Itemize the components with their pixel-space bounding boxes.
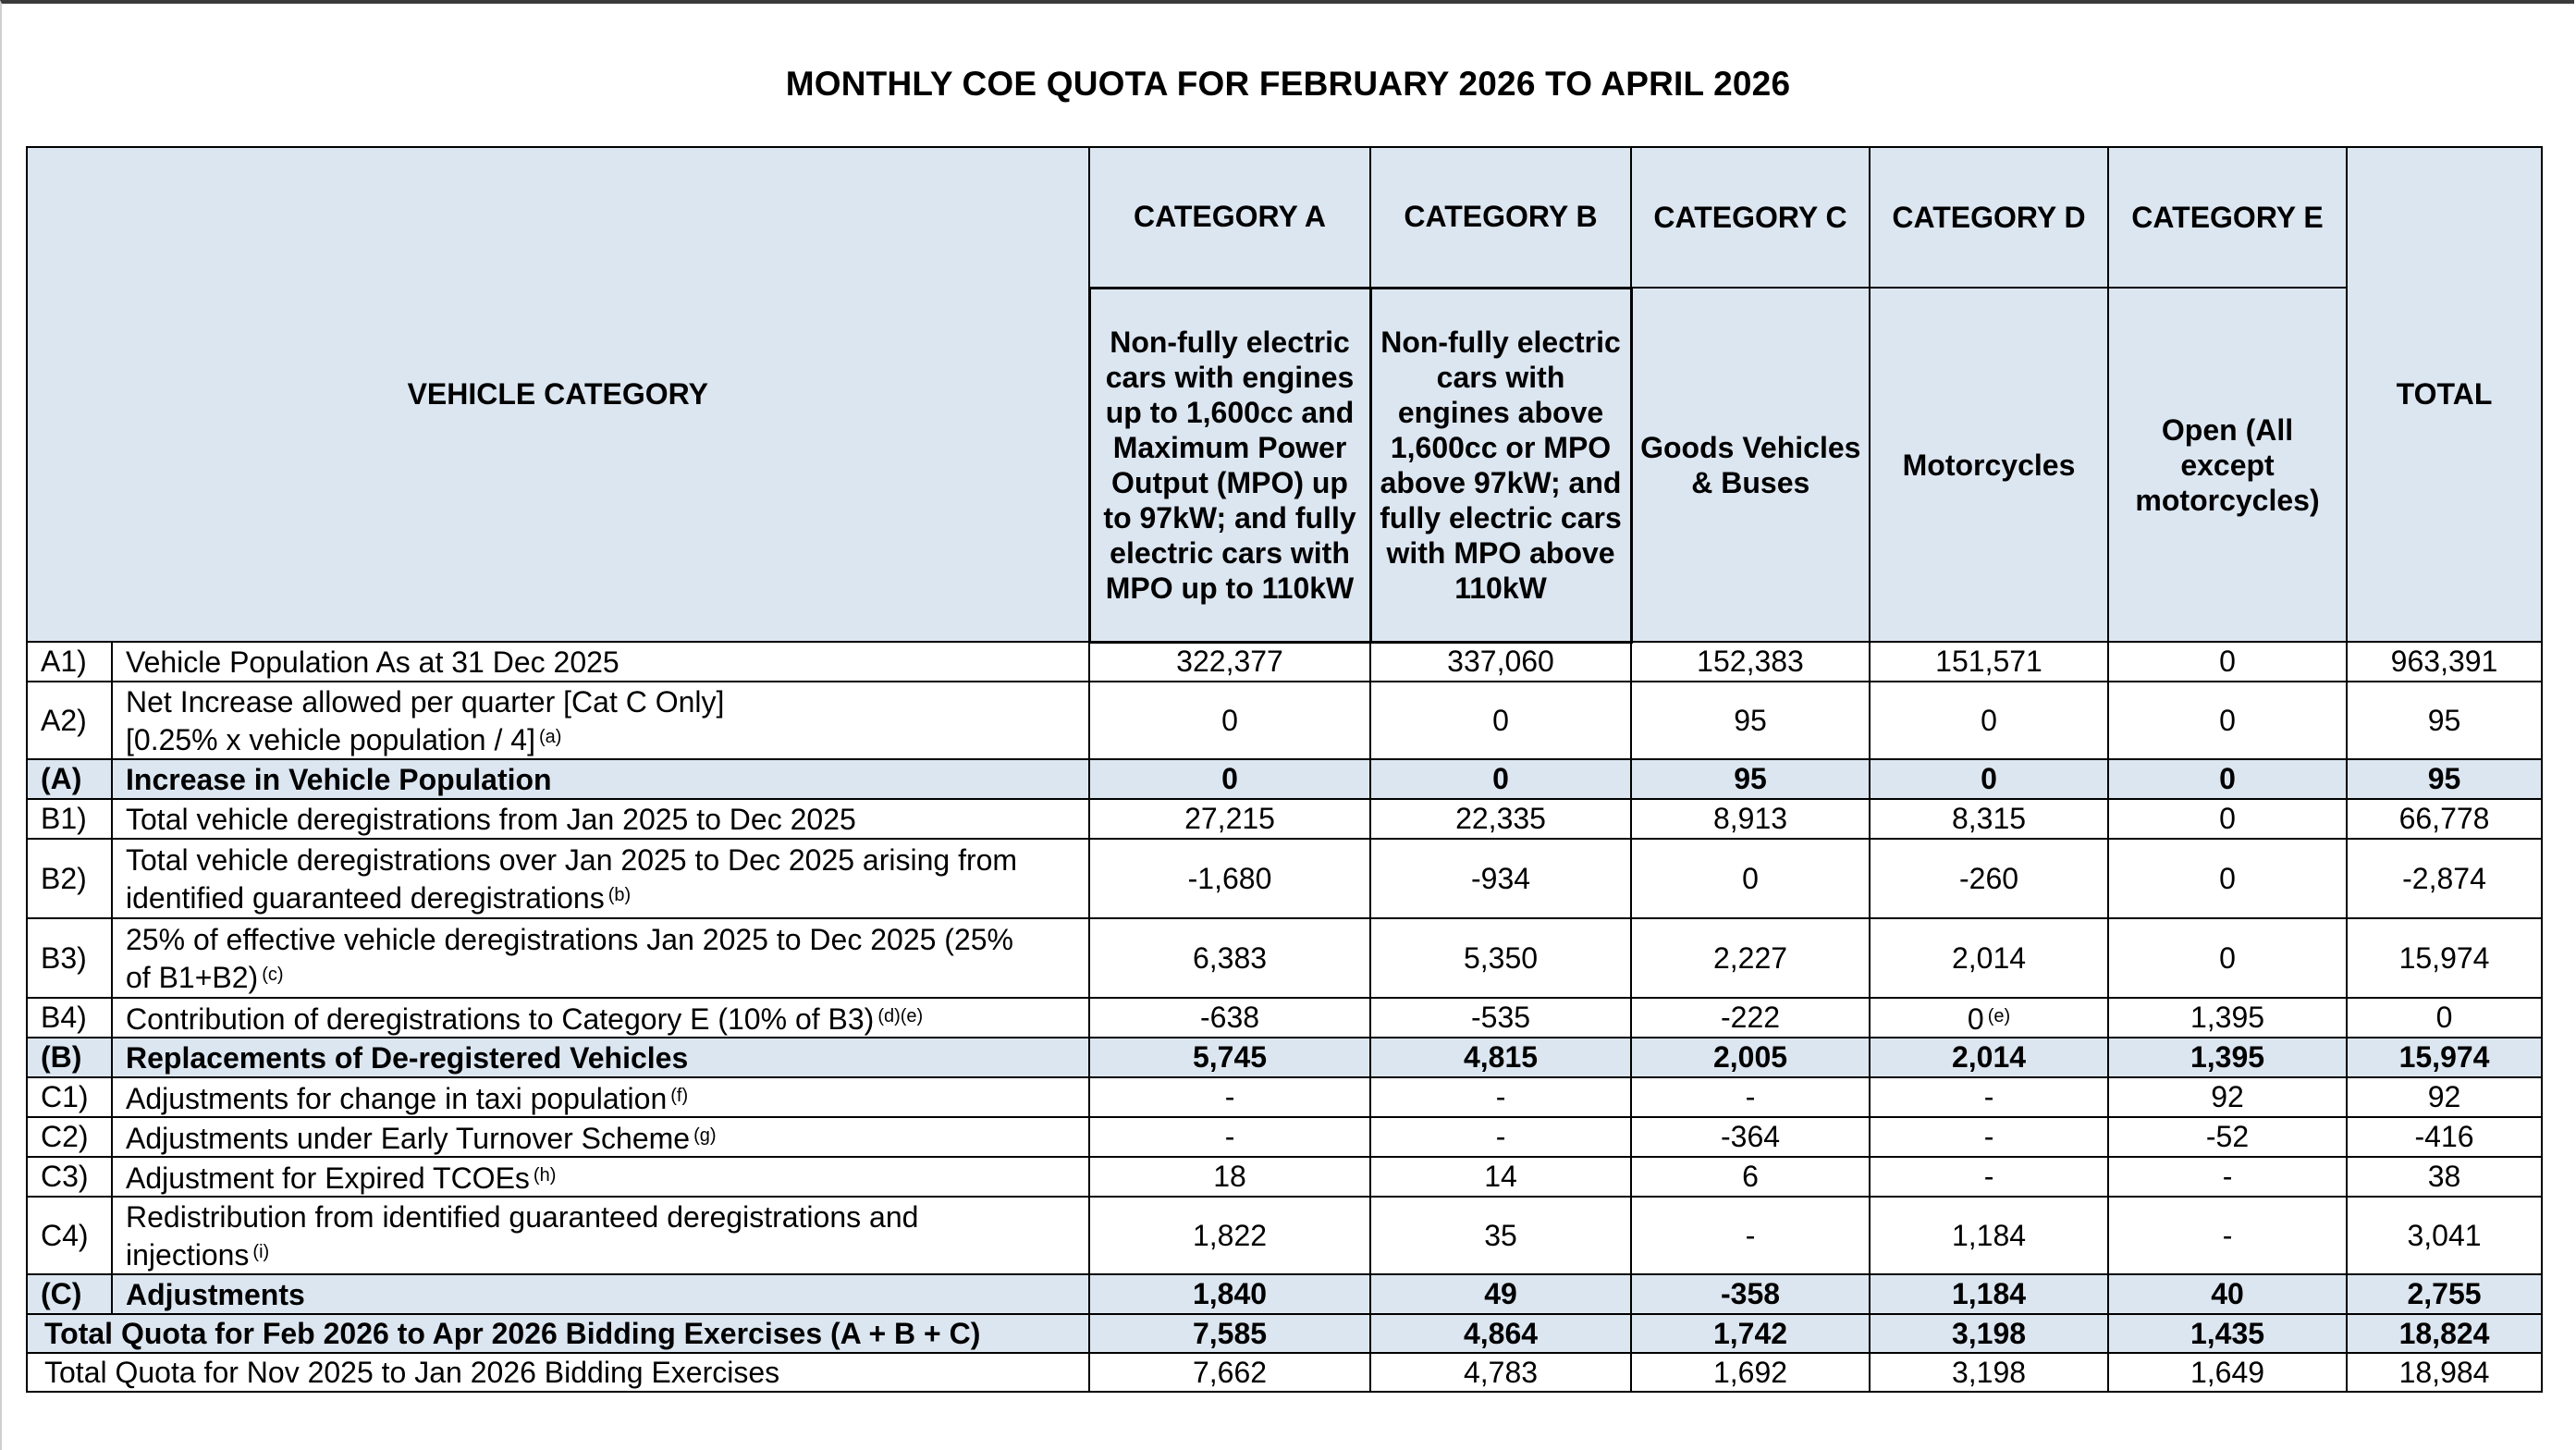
row-label [112, 1157, 1089, 1197]
value-cell [1370, 1038, 1631, 1077]
value-cell [1631, 1117, 1870, 1157]
value-cell [1870, 1274, 2108, 1314]
row-label [112, 1197, 1089, 1274]
row-code: A2) [27, 682, 112, 759]
total-value-cell: 4,783 [1370, 1353, 1631, 1392]
row-code: B4) [27, 998, 112, 1038]
value-cell [1089, 642, 1370, 682]
value-text: -638 [1199, 1001, 1260, 1034]
value-text: 0 [1967, 1001, 1984, 1036]
row-label [112, 799, 1089, 839]
value-text: -364 [1720, 1120, 1781, 1153]
row-label-text-continued: injections [126, 1237, 250, 1272]
value-text: 1,840 [1192, 1277, 1268, 1310]
value-text: 0 [2219, 940, 2236, 975]
value-cell [2108, 1274, 2347, 1314]
value-cell [1631, 759, 1870, 799]
row-code: B3) [27, 918, 112, 998]
value-text: 5,745 [1192, 1040, 1268, 1074]
value-cell [1631, 1274, 1870, 1314]
value-cell [1631, 1038, 1870, 1077]
value-cell [1370, 799, 1631, 839]
value-text: 0 [2219, 802, 2236, 835]
row-label [112, 1117, 1089, 1157]
value-text: 5,350 [1463, 940, 1539, 975]
footnote-marker: (b) [607, 884, 632, 905]
row-label-text: Vehicle Population As at 31 Dec 2025 [126, 645, 619, 679]
value-text: - [1495, 1080, 1506, 1113]
value-text: 337,060 [1447, 645, 1554, 679]
value-text: 0 [1742, 861, 1759, 895]
value-cell [1870, 642, 2108, 682]
row-label [112, 1038, 1089, 1077]
row-label [112, 918, 1089, 998]
value-text: 18 [1213, 1160, 1246, 1193]
row-code: (A) [27, 759, 112, 799]
row-label [112, 998, 1089, 1038]
value-text: 22,335 [1455, 802, 1546, 835]
value-cell [2347, 1197, 2542, 1274]
value-text: - [1495, 1120, 1506, 1153]
total-value-cell: 7,585 [1089, 1314, 1370, 1353]
value-text: 963,391 [2390, 645, 2498, 678]
value-text: 0 [2435, 1001, 2453, 1034]
value-text: 49 [1484, 1277, 1517, 1310]
value-cell [1370, 1117, 1631, 1157]
row-label-text: Adjustment for Expired TCOEs [126, 1161, 530, 1195]
row-label-text-continued: of B1+B2) [126, 960, 259, 994]
row-label-text-continued: [0.25% x vehicle population / 4] [126, 722, 535, 756]
row-code: B2) [27, 839, 112, 918]
value-cell [1089, 1274, 1370, 1314]
value-text: 40 [2211, 1277, 2244, 1310]
value-text: 0 [1221, 703, 1238, 737]
row-label [112, 642, 1089, 682]
value-cell [1370, 759, 1631, 799]
value-text: 14 [1484, 1160, 1517, 1193]
value-cell [2108, 682, 2347, 759]
value-cell [2108, 1077, 2347, 1117]
value-cell [1089, 759, 1370, 799]
value-text: 2,005 [1712, 1040, 1788, 1074]
total-header: TOTAL [2347, 147, 2542, 642]
value-cell [2347, 682, 2542, 759]
table-row [27, 1077, 2542, 1117]
value-cell [1089, 918, 1370, 998]
value-text: - [1745, 1080, 1756, 1113]
value-cell [2108, 1117, 2347, 1157]
table-row [27, 682, 2542, 759]
row-label-text: Total vehicle deregistrations from Jan 2025 to Dec 2025 [126, 802, 856, 836]
value-text: -1,680 [1187, 861, 1272, 895]
value-cell [1631, 839, 1870, 918]
value-cell [2108, 1038, 2347, 1077]
value-text: 95 [2427, 762, 2461, 795]
row-code: C1) [27, 1077, 112, 1117]
value-text: 151,571 [1935, 645, 2042, 678]
value-cell [2347, 1038, 2542, 1077]
value-cell [1089, 1038, 1370, 1077]
value-text: 6,383 [1192, 940, 1268, 975]
value-cell [2347, 1274, 2542, 1314]
row-label-text: 25% of effective vehicle deregistrations Jan 2025 to Dec 2025 (25% [126, 922, 1013, 956]
category-e-header: CATEGORY E [2108, 147, 2347, 288]
value-cell [1870, 918, 2108, 998]
category-b-description: Non-fully electric cars with engines above 1,600cc or MPO above 97kW; and fully electric cars with MPO above 110kW [1370, 288, 1631, 642]
value-cell [1089, 682, 1370, 759]
value-text: 1,822 [1192, 1218, 1268, 1252]
value-cell [2347, 918, 2542, 998]
total-value-cell: 3,198 [1870, 1353, 2108, 1392]
value-cell [2347, 642, 2542, 682]
value-text: 95 [2427, 703, 2461, 737]
value-cell [1370, 642, 1631, 682]
footnote-marker: (h) [533, 1165, 557, 1186]
value-text: - [1983, 1080, 1994, 1113]
value-cell [1631, 918, 1870, 998]
value-cell [1870, 998, 2108, 1038]
category-e-description: Open (All except motorcycles) [2108, 288, 2347, 642]
value-text: - [1224, 1120, 1235, 1153]
value-text: 0 [1981, 703, 1997, 737]
page-title: MONTHLY COE QUOTA FOR FEBRUARY 2026 TO APRIL 2026 [785, 65, 1791, 103]
row-code: (C) [27, 1274, 112, 1314]
row-label-text: Redistribution from identified guaranteed deregistrations and [126, 1199, 919, 1234]
row-label-text: Contribution of deregistrations to Category E (10% of B3) [126, 1002, 875, 1036]
row-label [112, 1274, 1089, 1314]
value-text: - [1745, 1218, 1756, 1252]
value-text: 35 [1484, 1218, 1517, 1252]
row-label-text: Increase in Vehicle Population [126, 762, 552, 796]
value-cell [1870, 759, 2108, 799]
value-cell [1089, 1077, 1370, 1117]
value-text: - [1983, 1160, 1994, 1193]
total-value-cell: 3,198 [1870, 1314, 2108, 1353]
value-cell [1370, 1157, 1631, 1197]
total-value-cell: 1,692 [1631, 1353, 1870, 1392]
table-row [27, 759, 2542, 799]
value-cell [1089, 799, 1370, 839]
value-text: 15,974 [2398, 1040, 2490, 1074]
value-text: -222 [1720, 1001, 1781, 1034]
value-cell [2347, 839, 2542, 918]
value-cell [2347, 1117, 2542, 1157]
value-text: 95 [1734, 762, 1767, 795]
table-row [27, 642, 2542, 682]
value-cell [1370, 1077, 1631, 1117]
table-row [27, 1038, 2542, 1077]
total-value-cell: 4,864 [1370, 1314, 1631, 1353]
value-text: 92 [2427, 1080, 2461, 1113]
value-text: - [1224, 1080, 1235, 1113]
value-text: 0 [2219, 762, 2236, 795]
row-code: B1) [27, 799, 112, 839]
total-label: Total Quota for Nov 2025 to Jan 2026 Bidding Exercises [27, 1353, 1089, 1392]
value-text: 1,184 [1951, 1277, 2027, 1310]
row-code: C4) [27, 1197, 112, 1274]
value-text: 92 [2211, 1080, 2244, 1113]
value-text: 38 [2427, 1160, 2461, 1193]
value-text: 27,215 [1184, 802, 1275, 835]
value-text: 0 [1492, 762, 1509, 795]
value-text: 152,383 [1697, 645, 1804, 678]
value-text: -535 [1470, 1001, 1531, 1034]
row-label-text: Adjustments for change in taxi population [126, 1082, 668, 1115]
value-cell [1870, 1038, 2108, 1077]
row-label-text: Net Increase allowed per quarter [Cat C Only] [126, 684, 725, 719]
table-row [27, 1274, 2542, 1314]
total-value-cell: 1,435 [2108, 1314, 2347, 1353]
value-cell [1631, 642, 1870, 682]
footnote-marker: (a) [538, 726, 562, 747]
value-cell [1089, 1157, 1370, 1197]
value-cell [2108, 918, 2347, 998]
value-cell [2347, 1157, 2542, 1197]
value-text: -2,874 [2402, 861, 2486, 895]
value-cell [1631, 682, 1870, 759]
value-text: 1,395 [2190, 1040, 2265, 1074]
value-cell [2108, 1197, 2347, 1274]
value-text: 6 [1742, 1160, 1759, 1193]
value-cell [1870, 1157, 2108, 1197]
value-text: 2,014 [1951, 1040, 2027, 1074]
value-cell [1370, 998, 1631, 1038]
total-row [27, 1353, 2542, 1392]
value-text: -358 [1720, 1277, 1781, 1310]
value-text: 0 [2219, 861, 2236, 895]
table-row [27, 918, 2542, 998]
total-value-cell: 7,662 [1089, 1353, 1370, 1392]
value-text: 322,377 [1176, 645, 1283, 679]
value-text: - [2222, 1218, 2233, 1252]
coe-quota-table [26, 146, 2543, 1393]
value-text: 4,815 [1463, 1040, 1539, 1074]
table-row [27, 1157, 2542, 1197]
value-cell [2108, 759, 2347, 799]
value-cell [2108, 839, 2347, 918]
value-text: 1,395 [2190, 1001, 2265, 1034]
value-text: -934 [1470, 861, 1531, 895]
value-cell [2108, 1157, 2347, 1197]
value-text: 2,014 [1951, 940, 2027, 975]
category-b-header: CATEGORY B [1370, 147, 1631, 288]
value-text: 0 [1221, 762, 1238, 795]
value-cell [1870, 799, 2108, 839]
value-text: 8,913 [1712, 802, 1788, 835]
value-cell [2347, 799, 2542, 839]
total-label: Total Quota for Feb 2026 to Apr 2026 Bidding Exercises (A + B + C) [27, 1314, 1089, 1353]
value-cell [1631, 799, 1870, 839]
row-code: C2) [27, 1117, 112, 1157]
footnote-marker: (i) [252, 1241, 270, 1262]
row-label-text: Adjustments under Early Turnover Scheme [126, 1122, 691, 1155]
value-text: 95 [1734, 703, 1767, 737]
total-row [27, 1314, 2542, 1353]
value-cell [1870, 682, 2108, 759]
value-cell [1089, 998, 1370, 1038]
value-text: 8,315 [1951, 802, 2027, 835]
row-code: (B) [27, 1038, 112, 1077]
value-text: 0 [2219, 645, 2236, 678]
value-cell [1089, 1197, 1370, 1274]
category-a-header: CATEGORY A [1089, 147, 1370, 288]
value-cell [2108, 998, 2347, 1038]
value-cell [1631, 1077, 1870, 1117]
value-text: -52 [2205, 1120, 2250, 1153]
value-cell [1631, 1197, 1870, 1274]
category-c-description: Goods Vehicles & Buses [1631, 288, 1870, 642]
total-value-cell: 18,824 [2347, 1314, 2542, 1353]
vehicle-category-header: VEHICLE CATEGORY [27, 147, 1089, 642]
value-cell [1631, 998, 1870, 1038]
value-text: - [2222, 1160, 2233, 1193]
value-text: 0 [1492, 703, 1509, 737]
value-cell [2347, 759, 2542, 799]
value-cell [1370, 1274, 1631, 1314]
footnote-marker: (g) [693, 1125, 717, 1146]
table-row [27, 1117, 2542, 1157]
value-text: 15,974 [2398, 940, 2490, 975]
value-text: -416 [2414, 1120, 2474, 1153]
value-cell [1089, 839, 1370, 918]
row-label-text-continued: identified guaranteed deregistrations [126, 880, 605, 915]
value-cell [2347, 1077, 2542, 1117]
value-cell [1870, 1197, 2108, 1274]
value-cell [1370, 839, 1631, 918]
row-label-text: Replacements of De-registered Vehicles [126, 1040, 689, 1075]
value-cell [2108, 799, 2347, 839]
row-code: A1) [27, 642, 112, 682]
category-c-header: CATEGORY C [1631, 147, 1870, 288]
total-value-cell: 1,649 [2108, 1353, 2347, 1392]
table-row [27, 998, 2542, 1038]
category-d-header: CATEGORY D [1870, 147, 2108, 288]
value-text: 66,778 [2398, 802, 2490, 835]
row-code: C3) [27, 1157, 112, 1197]
value-text: -260 [1958, 861, 2019, 895]
value-text: 3,041 [2407, 1218, 2482, 1252]
value-cell [1089, 1117, 1370, 1157]
category-a-description: Non-fully electric cars with engines up to 1,600cc and Maximum Power Output (MPO) up to 97kW; and fully electric cars with MPO up to 110kW [1089, 288, 1370, 642]
row-label [112, 682, 1089, 759]
table-row [27, 799, 2542, 839]
row-label [112, 1077, 1089, 1117]
value-text: - [1983, 1120, 1994, 1153]
table-row [27, 839, 2542, 918]
value-cell [1370, 682, 1631, 759]
value-cell [1870, 1117, 2108, 1157]
value-cell [1870, 839, 2108, 918]
row-label-text: Total vehicle deregistrations over Jan 2025 to Dec 2025 arising from [126, 842, 1018, 877]
value-cell [1370, 918, 1631, 998]
value-cell [1631, 1157, 1870, 1197]
value-cell [1370, 1197, 1631, 1274]
value-text: 1,184 [1951, 1218, 2027, 1252]
value-text: 0 [1981, 762, 1997, 795]
row-label [112, 759, 1089, 799]
row-label [112, 839, 1089, 918]
category-d-description: Motorcycles [1870, 288, 2108, 642]
value-cell [1870, 1077, 2108, 1117]
value-text: 2,227 [1712, 940, 1788, 975]
footnote-marker: (d)(e) [877, 1006, 924, 1026]
total-value-cell: 18,984 [2347, 1353, 2542, 1392]
footnote-marker: (e) [1987, 1005, 2011, 1026]
footnote-marker: (c) [262, 964, 284, 985]
footnote-marker: (f) [670, 1086, 689, 1106]
table-row [27, 1197, 2542, 1274]
total-value-cell: 1,742 [1631, 1314, 1870, 1353]
value-cell [2347, 998, 2542, 1038]
value-cell [2108, 642, 2347, 682]
value-text: 0 [2219, 703, 2236, 737]
value-text: 2,755 [2407, 1277, 2482, 1310]
row-label-text: Adjustments [126, 1277, 305, 1311]
